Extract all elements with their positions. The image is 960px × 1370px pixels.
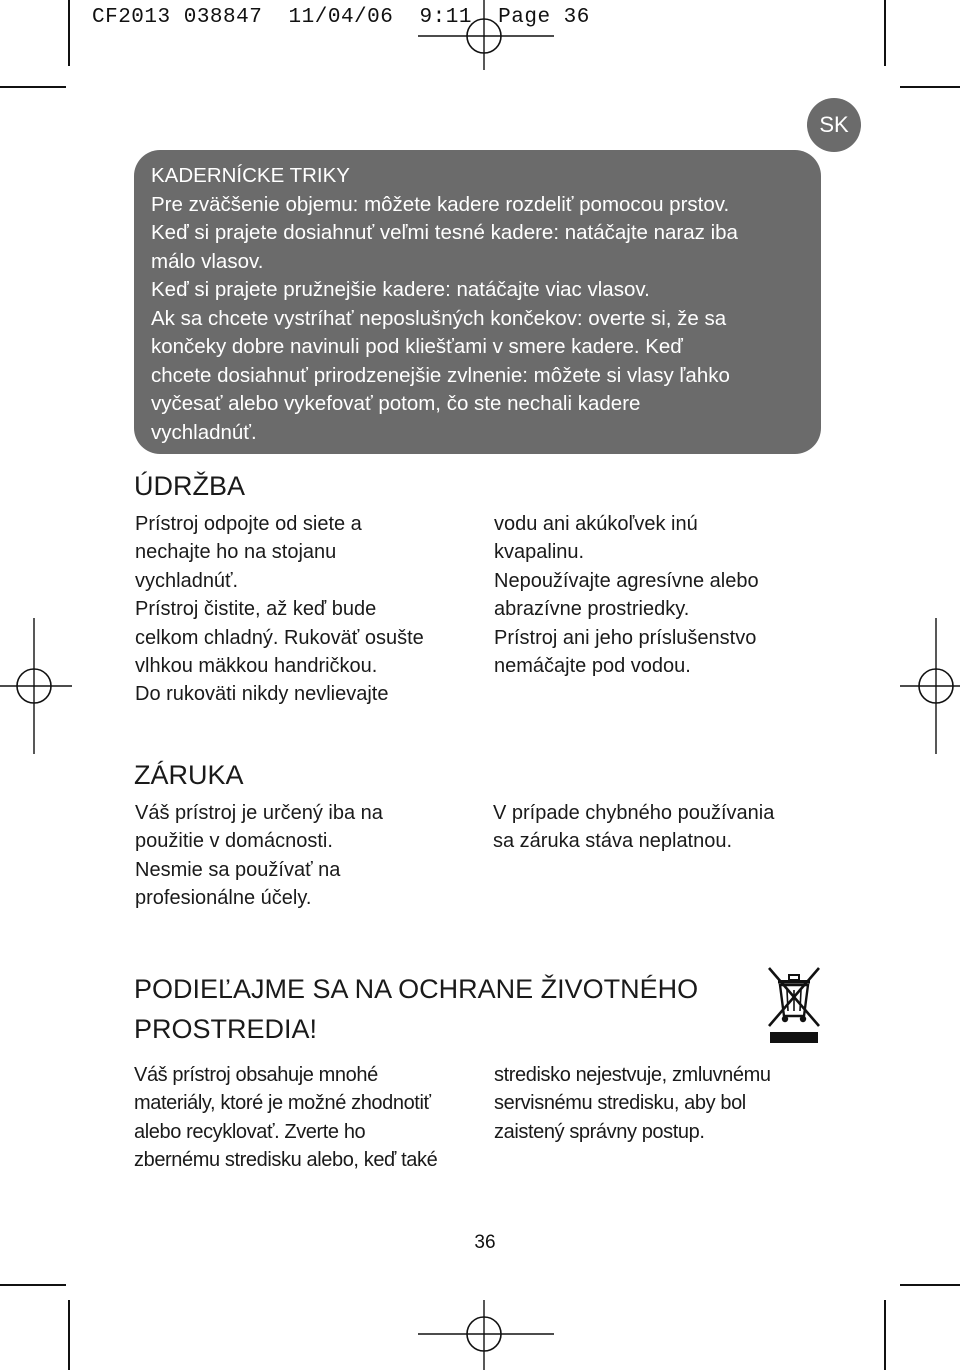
maintenance-left-column xyxy=(135,510,475,709)
environment-line: zbernému stredisku alebo, keď také xyxy=(134,1149,438,1172)
warranty-left-column xyxy=(135,799,475,913)
crop-mark xyxy=(900,86,960,88)
tips-line: chcete dosiahnuť prirodzenejšie zvlnenie: môžete si vlasy ľahko xyxy=(151,363,730,387)
maintenance-line: nechajte ho na stojanu xyxy=(135,541,337,564)
maintenance-line: Do rukoväti nikdy nevlievajte xyxy=(135,683,389,706)
warranty-line: V prípade chybného používania xyxy=(493,802,775,824)
print-slug: CF2013 038847 11/04/06 9:11 Page 36 xyxy=(92,6,590,29)
warranty-heading: ZÁRUKA xyxy=(134,760,244,790)
maintenance-line: vlhkou mäkkou handričkou. xyxy=(135,655,378,678)
warranty-right-column xyxy=(493,799,823,856)
warranty-line: profesionálne účely. xyxy=(135,887,312,910)
crop-mark xyxy=(68,0,70,66)
environment-line: materiály, ktoré je možné zhodnotiť xyxy=(134,1092,431,1115)
crossed-out-wheelie-bin-icon xyxy=(765,966,823,1046)
environment-line: zaistený správny postup. xyxy=(494,1120,705,1143)
crop-mark xyxy=(0,1284,66,1286)
tips-line: Keď si prajete pružnejšie kadere: natáčajte viac vlasov. xyxy=(151,278,650,301)
maintenance-line: vodu ani akúkoľvek inú xyxy=(494,513,698,535)
maintenance-line: kvapalinu. xyxy=(494,541,585,564)
maintenance-right-column xyxy=(494,510,824,680)
crop-mark xyxy=(884,1300,886,1370)
environment-left-column xyxy=(134,1061,484,1175)
crop-mark xyxy=(68,1300,70,1370)
page-number: 36 xyxy=(474,1232,496,1253)
environment-right-column xyxy=(494,1061,824,1146)
registration-mark-icon xyxy=(418,0,554,70)
maintenance-heading: ÚDRŽBA xyxy=(134,471,246,501)
maintenance-line: Nepoužívajte agresívne alebo xyxy=(494,569,759,592)
maintenance-line: Prístroj ani jeho príslušenstvo xyxy=(494,626,757,649)
crop-mark xyxy=(884,0,886,66)
tips-line: Pre zväčšenie objemu: môžete kadere rozdeliť pomocou prstov. xyxy=(151,192,730,216)
environment-line: Váš prístroj obsahuje mnohé xyxy=(134,1064,378,1086)
tips-title: KADERNÍCKE TRIKY xyxy=(151,164,350,187)
warranty-line: použitie v domácnosti. xyxy=(135,830,333,853)
maintenance-line: vychladnúť. xyxy=(135,569,239,592)
tips-line: vyčesať alebo vykefovať potom, čo ste nechali kadere xyxy=(151,392,641,415)
tips-line: Ak sa chcete vystríhať neposlušných končekov: overte si, že sa xyxy=(151,306,727,330)
environment-heading-line: PODIEĽAJME SA NA OCHRANE ŽIVOTNÉHO xyxy=(134,974,699,1004)
environment-line: servisnému stredisku, aby bol xyxy=(494,1092,746,1115)
environment-line: stredisko nejestvuje, zmluvnému xyxy=(494,1064,771,1086)
maintenance-line: Prístroj čistite, až keď bude xyxy=(135,598,377,621)
maintenance-line: abrazívne prostriedky. xyxy=(494,598,690,621)
environment-heading-line: PROSTREDIA! xyxy=(134,1014,318,1044)
tips-line: Keď si prajete dosiahnuť veľmi tesné kadere: natáčajte naraz iba xyxy=(151,221,738,244)
warranty-line: Nesmie sa používať na xyxy=(135,858,341,881)
language-badge: SK xyxy=(807,98,861,152)
maintenance-line: nemáčajte pod vodou. xyxy=(494,655,691,678)
warranty-line: Váš prístroj je určený iba na xyxy=(135,802,383,824)
environment-heading xyxy=(134,969,698,1049)
warranty-line: sa záruka stáva neplatnou. xyxy=(493,830,733,853)
tips-line: vychladnúť. xyxy=(151,420,257,444)
registration-mark-icon xyxy=(418,1300,554,1370)
crop-mark xyxy=(900,1284,960,1286)
tips-box xyxy=(134,150,821,454)
maintenance-line: celkom chladný. Rukoväť osušte xyxy=(135,626,424,649)
environment-line: alebo recyklovať. Zverte ho xyxy=(134,1120,366,1143)
tips-line: málo vlasov. xyxy=(151,249,264,273)
maintenance-line: Prístroj odpojte od siete a xyxy=(135,513,362,535)
registration-mark-icon xyxy=(900,618,960,754)
tips-line: končeky dobre navinuli pod kliešťami v smere kadere. Keď xyxy=(151,335,683,358)
registration-mark-icon xyxy=(0,618,72,754)
crop-mark xyxy=(0,86,66,88)
